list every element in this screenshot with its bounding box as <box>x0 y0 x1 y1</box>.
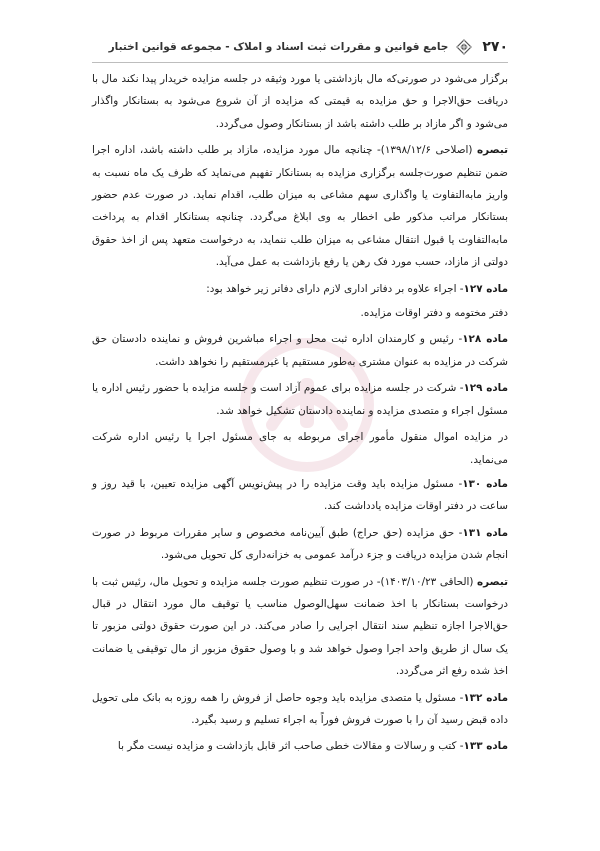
paragraph-note <box>92 571 508 683</box>
article-heading: ماده ۱۲۸ <box>462 333 509 346</box>
article-heading: ماده ۱۳۰ <box>462 477 508 490</box>
paragraph-text: - شرکت در جلسه مزایده برای عموم آزاد است و جلسه مزایده با حضور رئیس اداره یا مسئول اجراء و متصدی مزایده و نماینده دادستان تشکیل خواهد شد. <box>92 382 508 417</box>
paragraph-text: برگزار می‌شود در صورتی‌که مال بازداشتی یا مورد وثیقه در جلسه مزایده خریدار پیدا نکند مال با دریافت حق‌الاجرا و حق مزایده به قیمتی که مزایده از آن شروع می‌شود به بستانکار واگذار می‌شود و اگر مازاد بر طلب داشته باشد از بستانکار وصول می‌گردد. <box>92 73 508 130</box>
page-body <box>92 68 508 762</box>
article-heading: ماده ۱۲۹ <box>463 382 508 395</box>
paragraph-article <box>92 278 508 300</box>
header-divider <box>92 62 508 63</box>
note-heading: تبصره <box>477 575 508 588</box>
paragraph-article <box>92 377 508 422</box>
paragraph-article <box>92 735 508 757</box>
article-heading: ماده ۱۲۷ <box>463 282 508 295</box>
paragraph-plain <box>92 302 508 324</box>
paragraph-continuation <box>92 68 508 135</box>
running-header <box>92 36 508 58</box>
article-heading: ماده ۱۳۱ <box>462 526 508 539</box>
paragraph-text: - حق مزایده (حق حراج) طبق آیین‌نامه مخصوص و سایر مقررات مربوط در صورت انجام شدن مزایده دریافت و جزء درآمد عمومی به خزانه‌داری کل تحویل می‌شود. <box>92 526 508 562</box>
paragraph-text: دفتر مختومه و دفتر اوقات مزایده. <box>360 307 508 320</box>
page-number: ۲۷۰ <box>482 39 508 55</box>
paragraph-text: - کتب و رسالات و مقالات خطی صاحب اثر قابل بازداشت و مزایده نیست مگر با <box>117 740 464 753</box>
paragraph-note <box>92 139 508 273</box>
paragraph-article <box>92 687 508 732</box>
paragraph-article <box>92 473 508 518</box>
diamond-ornament-icon <box>456 39 472 55</box>
paragraph-article <box>92 522 508 567</box>
paragraph-article <box>92 328 508 373</box>
paragraph-plain <box>92 426 508 471</box>
paragraph-text: - مسئول یا متصدی مزایده باید وجوه حاصل از فروش را همه روزه به بانک ملی تحویل داده قبض رسید آن را با صورت فروش فوراً به اجراء تسلیم و رسید بگیرد. <box>92 691 508 726</box>
note-heading: تبصره <box>477 144 509 157</box>
paragraph-text: (اصلاحی ۱۳۹۸/۱۲/۶)- چنانچه مال مورد مزایده، مازاد بر طلب داشته باشد، اداره اجرا ضمن تنظیم صورت‌جلسه برگزاری مزایده به بستانکار تفهیم می‌نماید که ظرف یک ماه نسبت به واریز مابه‌التفاوت یا واگذاری سهم مشاعی به میزان طلب، اقدام نماید. در صورت عدم حضور بستانکار مراتب مذکور طی اخطار به وی ابلاغ می‌گردد. چنانچه بستانکار اقدام به پرداخت مابه‌التفاوت یا قبول انتقال مشاعی به میزان طلب ننماید، به درخواست متعهد پس از اخذ حقوق دولتی از مازاد، حسب مورد فک رهن یا رفع بازداشت به عمل می‌آید. <box>92 144 508 269</box>
paragraph-text: - اجراء علاوه بر دفاتر اداری لازم دارای دفاتر زیر خواهد بود: <box>206 282 464 295</box>
book-title: جامع قوانین و مقررات ثبت اسناد و املاک - مجموعه قوانین اختبار <box>108 41 449 53</box>
paragraph-text: - رئیس و کارمندان اداره ثبت محل و اجراء مباشرین فروش و نماینده دادستان حق شرکت در مزایده به عنوان مشتری به‌طور مستقیم یا غیرمستقیم را نخواهد داشت. <box>92 333 508 368</box>
article-heading: ماده ۱۳۲ <box>463 691 509 704</box>
paragraph-text: (الحاقی ۱۴۰۳/۱۰/۲۳)- در صورت تنظیم صورت جلسه مزایده و تحویل مال، رئیس ثبت با درخواست بستانکار با اخذ ضمانت سهل‌الوصول مناسب یا توقیف مال مورد انتقال در قبال حق‌الاجرا اجازه تنظیم سند انتقال اجرایی را صادر می‌کند. در این صورت حقوق دولتی مزبور تا یک سال از طریق واحد اجرا وصول خواهد شد و با وصول حقوق مزبور از مال توقیفی یا ضمانت اخذ شده رفع اثر می‌گردد. <box>92 575 508 678</box>
paragraph-text: در مزایده اموال منقول مأمور اجرای مربوطه به جای مسئول اجرا یا رئیس اداره شرکت می‌نماید. <box>92 431 508 466</box>
paragraph-text: - مسئول مزایده باید وقت مزایده را در پیش‌نویس آگهی مزایده تعیین، با قید روز و ساعت در دفتر اوقات مزایده یادداشت کند. <box>92 477 508 513</box>
article-heading: ماده ۱۳۳ <box>463 740 508 753</box>
